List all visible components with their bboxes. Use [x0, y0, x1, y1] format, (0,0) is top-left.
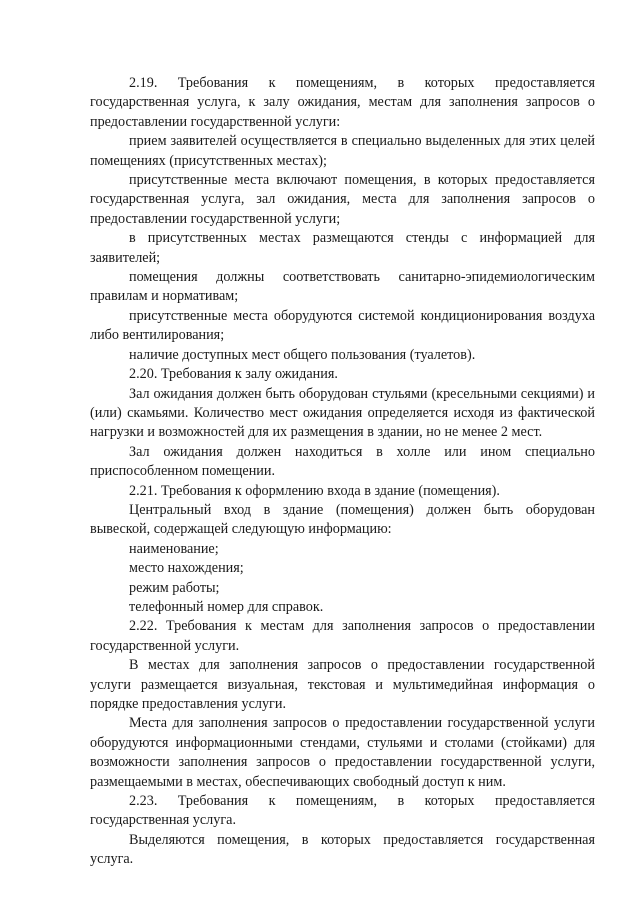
- list-item-location: место нахождения;: [129, 560, 244, 577]
- document-page: [90, 74, 595, 870]
- paragraph-places-equipment: Места для заполнения запросов о предоставлении государственной услуги оборудуются информационными стендами, стульями и столами (стойками) для возможности заполнения запросов о предоставлении государственной услуги, размещаемыми в местах, обеспечивающих свободный доступ к ним.: [90, 715, 595, 790]
- paragraph-sanitary-rules: помещения должны соответствовать санитарно-эпидемиологическим правилам и нормативам;: [90, 269, 595, 305]
- paragraph-premises-include: присутственные места включают помещения, в которых предоставляется государственная услуга, зал ожидания, места для заполнения запросов о предоставлении государственной услуги;: [90, 172, 595, 227]
- paragraph-waiting-location: Зал ожидания должен находиться в холле или ином специально приспособленном помещении.: [90, 443, 595, 480]
- clause-2-19-heading: 2.19. Требования к помещениям, в которых предоставляется государственная услуга, к залу ожидания, местам для заполнения запросов о предоставлении государственной услуги:: [90, 75, 595, 130]
- clause-2-20-heading: 2.20. Требования к залу ожидания.: [129, 366, 338, 383]
- list-item-phone: телефонный номер для справок.: [129, 598, 324, 615]
- list-item-working-hours: режим работы;: [129, 579, 220, 596]
- paragraph-info-stands: в присутственных местах размещаются стенды с информацией для заявителей;: [90, 230, 595, 266]
- clause-2-22-heading: 2.22. Требования к местам для заполнения запросов о предоставлении государственной услуги.: [90, 618, 595, 654]
- clause-2-21-heading: 2.21. Требования к оформлению входа в здание (помещения).: [129, 482, 500, 499]
- paragraph-info-placement: В местах для заполнения запросов о предоставлении государственной услуги размещается визуальная, текстовая и мультимедийная информация о порядке предоставления услуги.: [90, 657, 595, 712]
- paragraph-premises-allocated: Выделяются помещения, в которых предоставляется государственная услуга.: [90, 831, 595, 868]
- clause-2-23-heading: 2.23. Требования к помещениям, в которых предоставляется государственная услуга.: [90, 793, 595, 829]
- paragraph-reception-premises: прием заявителей осуществляется в специально выделенных для этих целей помещениях (присутственных местах);: [90, 133, 595, 169]
- list-item-name: наименование;: [129, 540, 219, 557]
- paragraph-restrooms: наличие доступных мест общего пользования (туалетов).: [129, 346, 476, 363]
- paragraph-ventilation: присутственные места оборудуются системой кондиционирования воздуха либо вентилирования;: [90, 307, 595, 344]
- paragraph-waiting-seating: Зал ожидания должен быть оборудован стульями (кресельными секциями) и (или) скамьями. Количество мест ожидания определяется исходя из фактической нагрузки и возможностей для их размещения в здании, но не менее 2 мест.: [90, 385, 595, 441]
- paragraph-entrance-sign: Центральный вход в здание (помещения) должен быть оборудован вывеской, содержащей следующую информацию:: [90, 501, 595, 538]
